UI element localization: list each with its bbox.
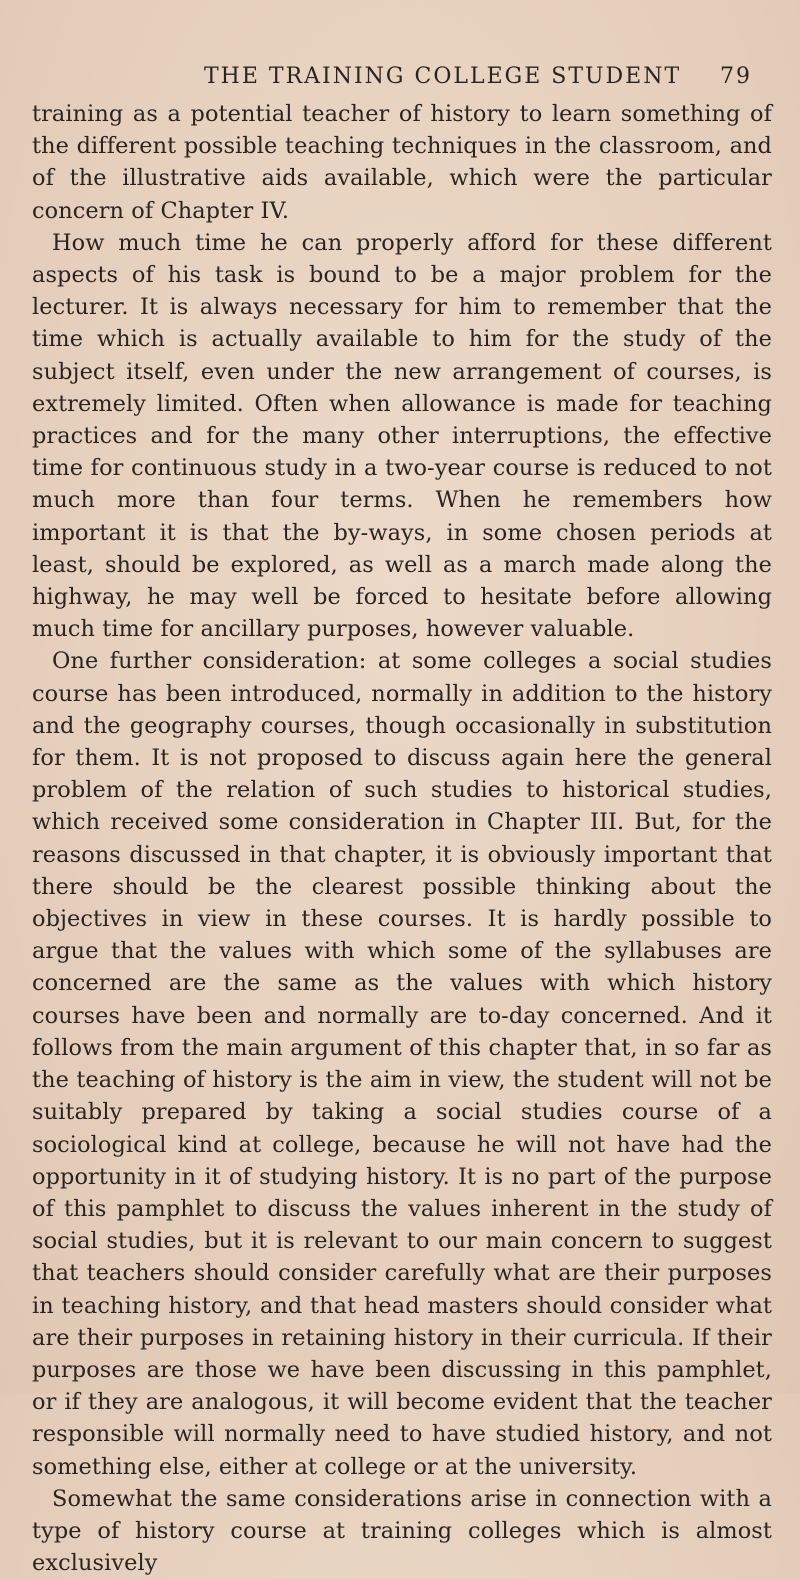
paragraph-history-course-type: Somewhat the same considerations arise in connection with a type of history course at training colleges which is almost exclusively: [32, 1485, 772, 1577]
running-title: THE TRAINING COLLEGE STUDENT: [204, 64, 682, 89]
paragraph-social-studies: One further consideration: at some colleges a social studies course has been introduced, normally in addition to the history and the geography courses, though occasionally in substitution for them. It is not proposed to discuss again here the general problem of the relation of such studies to historical studies, which received some consideration in Chapter III. But, for the reasons discussed in that chapter, it is obviously important that there should be the clearest possible thinking about the objectives in view in these courses. It is hardly possible to argue that the values with which some of the syllabuses are concerned are the same as the values with which history courses have been and normally are to-day concerned. And it follows from the main argument of this chapter that, in so far as the teaching of history is the aim in view, the student will not be suitably prepared by taking a social studies course of a sociological kind at college, because he will not have had the opportunity in it of studying history. It is no part of the purpose of this pamphlet to discuss the values inherent in the study of social studies, but it is relevant to our main concern to suggest that teachers should consider carefully what are their purposes in teaching history, and that head masters should consider what are their purposes in retaining history in their curricula. If their purposes are those we have been discussing in this pamphlet, or if they are analogous, it will become evident that the teacher responsible will normally need to have studied history, and not something else, either at college or at the university.: [32, 648, 772, 1480]
paragraph-continued: training as a potential teacher of history to learn something of the different possible teaching techniques in the classroom, and of the illustrative aids available, which were the particular concern of Chapter IV.: [32, 101, 772, 224]
page-number: 79: [720, 64, 752, 89]
body-text: [32, 98, 772, 1579]
running-head: [32, 62, 772, 92]
book-page: [0, 62, 800, 1577]
paragraph-lecturer-time: How much time he can properly afford for these different aspects of his task is bound to be a major problem for the lecturer. It is always necessary for him to remember that the time which is actually available to him for the study of the subject itself, even under the new arrangement of courses, is extremely limited. Often when allowance is made for teaching practices and for the many other interruptions, the effective time for continuous study in a two-year course is reduced to not much more than four terms. When he remembers how important it is that the by-ways, in some chosen periods at least, should be explored, as well as a march made along the highway, he may well be forced to hesitate before allowing much time for ancillary purposes, however valuable.: [32, 229, 772, 643]
